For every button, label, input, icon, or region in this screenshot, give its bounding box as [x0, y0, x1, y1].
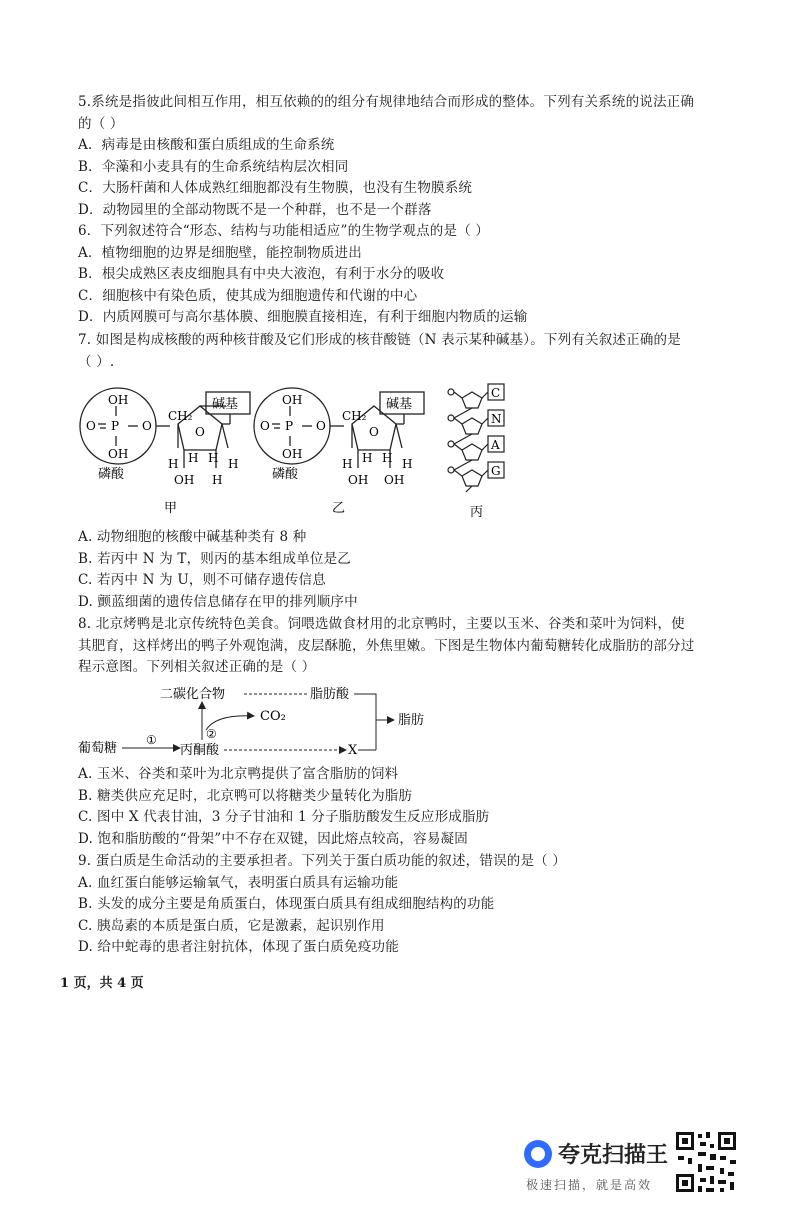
jia-h3: H: [208, 451, 219, 465]
watermark-slogan: 极速扫描，就是高效: [526, 1178, 653, 1192]
question-5: [78, 92, 738, 221]
yi-oh-sugar-left: OH: [348, 473, 369, 487]
q6-option-b: B．根尖成熟区表皮细胞具有中央大液泡，有利于水分的吸收: [78, 266, 445, 282]
yi-ch2: CH₂: [342, 409, 367, 423]
jia-oh-bottom: OH: [108, 447, 129, 461]
chain-base-3: A: [491, 438, 500, 452]
question-6: [78, 221, 738, 329]
yi-phosphate-label: 磷酸: [272, 467, 299, 482]
q7-stem-line1: 7. 如图是构成核酸的两种核苷酸及它们形成的核苷酸链（N 表示某种碱基）。下列有关叙述正确的是: [78, 332, 681, 348]
chain-base-1: C: [491, 386, 501, 400]
yi-h4: H: [402, 457, 413, 471]
yi-o-left: O: [260, 419, 270, 433]
q6-option-a: A．植物细胞的边界是细胞壁，能控制物质进出: [78, 244, 362, 261]
q6-option-c: C．细胞核中有染色质，使其成为细胞遗传和代谢的中心: [78, 287, 418, 304]
jia-oh-top: OH: [108, 393, 129, 407]
q9-option-c: C. 胰岛素的本质是蛋白质，它是激素，起识别作用: [78, 917, 385, 934]
yi-oh-sugar-right: OH: [384, 473, 405, 487]
q6-stem: 6．下列叙述符合“形态、结构与功能相适应”的生物学观点的是（ ）: [78, 223, 490, 239]
jia-ch2: CH₂: [168, 409, 193, 423]
q5-stem-line1: 5.系统是指彼此间相互作用，相互依赖的的组分有规律地结合而形成的整体。下列有关系统的说法正确: [78, 94, 695, 110]
nucleotide-figure: [70, 378, 530, 528]
page-number: 1 页，共 4 页: [60, 976, 144, 991]
q7-stem-line2: （ ）.: [78, 353, 115, 370]
q5-option-c: C．大肠杆菌和人体成熟红细胞都没有生物膜，也没有生物膜系统: [78, 180, 473, 196]
jia-label: 甲: [164, 501, 178, 516]
jia-o-right: O: [142, 419, 152, 433]
two-carbon-compound: 二碳化合物: [160, 687, 226, 702]
jia-o-left: O: [86, 419, 96, 433]
yi-o-right: O: [316, 419, 326, 433]
question-7-stem: [78, 330, 738, 373]
jia-p: P: [111, 419, 120, 433]
q5-option-a: A．病毒是由核酸和蛋白质组成的生命系统: [78, 137, 335, 153]
fatty-acid: 脂肪酸: [310, 687, 350, 702]
jia-h-sugar: H: [212, 473, 223, 487]
yi-p: P: [285, 419, 294, 433]
jia-base: 碱基: [212, 397, 239, 412]
question-8-stem: [78, 614, 738, 679]
jia-h2: H: [188, 451, 199, 465]
q7-option-d: D. 颤蓝细菌的遗传信息储存在甲的排列顺序中: [78, 593, 358, 610]
q9-option-d: D. 给中蛇毒的患者注射抗体，体现了蛋白质免疫功能: [78, 939, 399, 955]
scanner-watermark: [524, 1130, 784, 1200]
jia-phosphate-label: 磷酸: [98, 467, 125, 482]
step-2: ②: [206, 727, 217, 741]
question-8-options: [78, 764, 738, 850]
q7-option-b: B. 若丙中 N 为 T，则丙的基本组成单位是乙: [78, 550, 351, 567]
jia-h4: H: [228, 457, 239, 471]
yi-h3: H: [382, 451, 393, 465]
x-glycerol: X: [348, 743, 358, 758]
q9-option-a: A. 血红蛋白能够运输氧气，表明蛋白质具有运输功能: [78, 874, 399, 891]
q8-option-d: D. 饱和脂肪酸的“骨架”中不存在双键，因此熔点较高，容易凝固: [78, 830, 468, 847]
q8-option-a: A. 玉米、谷类和菜叶为北京鸭提供了富含脂肪的饲料: [78, 766, 399, 782]
q8-stem-line1: 8. 北京烤鸭是北京传统特色美食。饲喂选做食材用的北京鸭时，主要以玉米、谷类和菜叶为饲料，使: [78, 616, 685, 632]
q8-option-b: B. 糖类供应充足时，北京鸭可以将糖类少量转化为脂肪: [78, 787, 413, 804]
yi-o-ring: O: [369, 425, 379, 439]
yi-base: 碱基: [386, 397, 413, 412]
jia-oh-sugar: OH: [174, 473, 195, 487]
q6-option-d: D．内质网膜可与高尔基体膜、细胞膜直接相连，有利于细胞内物质的运输: [78, 309, 528, 325]
q9-stem: 9. 蛋白质是生命活动的主要承担者。下列关于蛋白质功能的叙述，错误的是（ ）: [78, 853, 567, 869]
glucose: 葡萄糖: [78, 741, 118, 756]
fatty-acid-to-fat-line: [354, 694, 376, 742]
q8-stem-line2: 其肥育，这样烤出的鸭子外观饱满，皮层酥脆，外焦里嫩。下图是生物体内葡萄糖转化成脂肪的部分过: [78, 637, 695, 654]
q5-stem-line2: 的（ ）: [78, 115, 124, 132]
yi-label: 乙: [332, 501, 346, 516]
yi-oh-top: OH: [282, 393, 303, 407]
q9-option-b: B. 头发的成分主要是角质蛋白，体现蛋白质具有组成细胞结构的功能: [78, 896, 495, 912]
q5-option-b: B．伞藻和小麦具有的生命系统结构层次相同: [78, 158, 349, 175]
jia-o-ring: O: [195, 425, 205, 439]
question-9: [78, 851, 738, 959]
chain-base-2: N: [491, 412, 502, 426]
step-1: ①: [146, 733, 157, 747]
q7-option-a: A. 动物细胞的核酸中碱基种类有 8 种: [78, 529, 307, 545]
glucose-to-fat-figure: [76, 682, 456, 760]
qr-code-icon: [674, 1130, 738, 1194]
chain-base-4: G: [491, 464, 501, 478]
yi-h1: H: [342, 457, 353, 471]
bing-label: 丙: [470, 505, 484, 520]
q8-option-c: C. 图中 X 代表甘油，3 分子甘油和 1 分子脂肪酸发生反应形成脂肪: [78, 809, 490, 825]
quark-logo-icon: [524, 1140, 552, 1168]
watermark-name: 夸克扫描王: [558, 1143, 669, 1168]
q7-option-c: C. 若丙中 N 为 U，则不可储存遗传信息: [78, 572, 326, 588]
q8-stem-line3: 程示意图。下列相关叙述正确的是（ ）: [78, 659, 316, 675]
yi-oh-bottom: OH: [282, 447, 303, 461]
yi-h2: H: [362, 451, 373, 465]
co2: CO₂: [260, 709, 286, 724]
fat: 脂肪: [398, 713, 425, 728]
pyruvate: 丙酮酸: [180, 743, 220, 758]
jia-h1: H: [168, 457, 179, 471]
q5-option-d: D．动物园里的全部动物既不是一个种群，也不是一个群落: [78, 201, 432, 218]
question-7-options: [78, 527, 738, 613]
